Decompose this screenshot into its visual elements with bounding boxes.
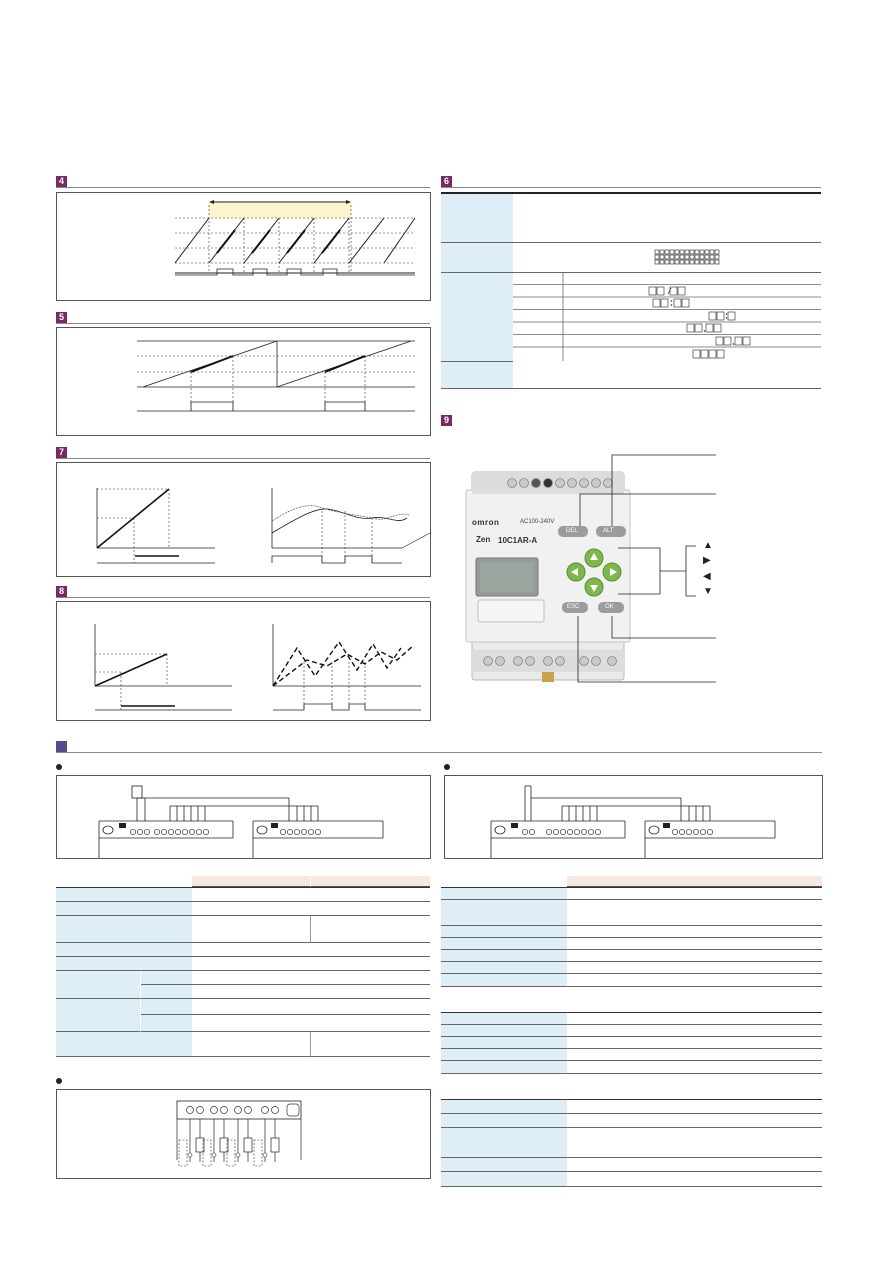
output-pulse	[272, 556, 402, 563]
row-value	[567, 962, 822, 974]
section-5-diagram-box	[56, 327, 431, 436]
section-5-timing-chart	[57, 328, 430, 435]
section-4-badge: 4	[56, 176, 67, 187]
row-label	[441, 1025, 567, 1037]
right-arrow-icon: ▶	[703, 555, 711, 566]
section-7-diagram-box	[56, 462, 431, 577]
wiring-ac-drawing	[57, 776, 430, 858]
row-value	[567, 1100, 822, 1114]
row-value	[192, 1032, 311, 1057]
row-value	[311, 1032, 430, 1057]
digit-box	[717, 350, 724, 358]
row-label	[441, 1100, 567, 1114]
wiring-diagram-dc	[444, 775, 823, 859]
bullet-right-1	[444, 764, 450, 770]
row-label	[56, 957, 192, 971]
row-label-group	[56, 999, 141, 1032]
device-body	[462, 464, 634, 686]
zen-logo: Zen	[476, 535, 491, 544]
digit-box	[657, 287, 664, 295]
digit-box	[674, 299, 681, 307]
section-8-badge: 8	[56, 586, 67, 597]
brand-label: omron	[472, 518, 500, 527]
row-value	[192, 957, 430, 971]
row-label-3	[441, 273, 513, 362]
row-label	[441, 1114, 567, 1128]
bottom-section-badge	[56, 741, 67, 752]
digit-box	[709, 312, 716, 320]
wiring-diagram-ac	[56, 775, 431, 859]
row-value	[567, 1114, 822, 1128]
digit-box	[649, 287, 656, 295]
section-4-header	[56, 176, 430, 188]
row-value	[567, 900, 822, 926]
row-label	[441, 974, 567, 987]
row-label	[441, 1172, 567, 1187]
section-9-badge: 9	[441, 415, 452, 426]
digit-box	[653, 299, 660, 307]
row-sublabel	[141, 999, 192, 1015]
row-label	[441, 962, 567, 974]
section-4-timing-chart	[57, 193, 430, 300]
row-value	[192, 916, 311, 943]
digit-box	[743, 337, 750, 345]
row-value	[311, 916, 430, 943]
row-label	[56, 943, 192, 957]
digit-box	[716, 337, 723, 345]
row-value-1	[513, 194, 821, 243]
digit-box	[678, 287, 685, 295]
row-value	[567, 974, 822, 987]
row-label	[441, 900, 567, 926]
voltage-label: AC100-240V	[520, 519, 555, 525]
del-button[interactable]: DEL	[566, 528, 578, 534]
digit-box	[717, 312, 724, 320]
ramp-bold	[322, 230, 340, 253]
row-value	[567, 1061, 822, 1074]
row-value	[567, 938, 822, 950]
section-4-diagram-box	[56, 192, 431, 301]
row-value	[192, 985, 430, 999]
highlight-band	[209, 201, 351, 218]
row-sublabel	[141, 1015, 192, 1032]
output-pulse	[325, 402, 365, 411]
row-label-2	[441, 243, 513, 273]
row-label-4	[441, 362, 513, 389]
section-8-right-chart	[57, 602, 430, 720]
row-value	[192, 888, 430, 902]
digit-box	[706, 324, 713, 332]
row-value	[192, 943, 430, 957]
digit-box	[682, 299, 689, 307]
table-head-col-2	[311, 876, 430, 887]
row-value-2	[513, 243, 821, 273]
output-wiring-drawing	[57, 1090, 430, 1178]
row-value	[567, 1013, 822, 1025]
sub-rows-3	[513, 273, 821, 361]
row-value	[192, 999, 430, 1015]
digit-box	[687, 324, 694, 332]
section-5-header	[56, 312, 430, 324]
section-7-right-chart	[57, 463, 430, 576]
down-arrow-icon: ▼	[703, 586, 713, 597]
digit-box	[735, 337, 742, 345]
ramp-line	[384, 218, 415, 263]
digit-box	[695, 324, 702, 332]
callout-arrows-bracket	[686, 546, 696, 596]
ramp-bold	[252, 230, 270, 253]
spec-table-left	[56, 876, 430, 1056]
output-pulse	[191, 402, 233, 411]
row-label	[441, 1013, 567, 1025]
section-7-badge: 7	[56, 447, 67, 458]
format-sub-rows	[513, 273, 821, 361]
section-8-diagram-box	[56, 601, 431, 721]
pointer-line	[402, 533, 430, 548]
row-value	[567, 1172, 822, 1187]
row-label	[441, 1037, 567, 1049]
output-wiring-box	[56, 1089, 431, 1179]
left-arrow-icon: ◀	[703, 571, 711, 582]
sawtooth-b	[273, 646, 413, 686]
row-label	[441, 1128, 567, 1158]
bullet-left-1	[56, 764, 62, 770]
table-head-col	[567, 876, 822, 887]
spec-table-right-3	[441, 1099, 822, 1189]
up-arrow-icon: ▲	[703, 540, 713, 551]
input-curve-a	[272, 509, 407, 533]
device-photo	[462, 464, 634, 686]
section-7-header	[56, 447, 430, 459]
digit-box	[693, 350, 700, 358]
digit-box	[661, 299, 668, 307]
row-label	[441, 1158, 567, 1172]
bullet-left-2	[56, 1078, 62, 1084]
esc-button[interactable]: ESC	[567, 604, 580, 610]
row-value	[567, 1128, 822, 1158]
alt-button[interactable]: ALT	[603, 528, 614, 534]
digit-box	[701, 350, 708, 358]
ramp-bold	[325, 356, 365, 372]
row-label	[441, 1061, 567, 1074]
row-value	[567, 926, 822, 938]
row-label	[56, 916, 192, 943]
row-value	[567, 888, 822, 900]
row-label	[56, 1032, 192, 1057]
row-value	[567, 1049, 822, 1061]
digit-box	[724, 337, 731, 345]
output-pulse	[273, 704, 421, 710]
row-label-group	[56, 971, 141, 999]
sawtooth-a	[273, 642, 401, 686]
ok-button[interactable]: OK	[605, 604, 614, 610]
row-value	[567, 1158, 822, 1172]
row-label	[56, 888, 192, 902]
wiring-dc-drawing	[445, 776, 822, 858]
row-value	[192, 1015, 430, 1032]
row-label	[441, 1049, 567, 1061]
row-value	[567, 1037, 822, 1049]
row-value	[192, 902, 430, 916]
section-6-badge: 6	[441, 176, 452, 187]
ramp-bold	[217, 230, 235, 253]
ramp-bold	[287, 230, 305, 253]
section-8-header	[56, 586, 430, 598]
row-sublabel	[141, 985, 192, 999]
row-value	[192, 971, 430, 985]
table-head-col-1	[192, 876, 311, 887]
dot-matrix-icon	[655, 250, 725, 266]
digit-box	[709, 350, 716, 358]
row-value-4	[513, 362, 821, 389]
section-6-table	[441, 192, 821, 389]
row-label	[441, 888, 567, 900]
digit-box	[714, 324, 721, 332]
digit-box	[728, 312, 735, 320]
section-5-badge: 5	[56, 312, 67, 323]
spec-table-right-2	[441, 1012, 822, 1077]
ramp-line	[175, 218, 209, 263]
row-label	[441, 950, 567, 962]
output-pulse-train	[175, 269, 415, 275]
row-value	[567, 950, 822, 962]
row-value	[567, 1025, 822, 1037]
bottom-section-header	[56, 741, 822, 753]
row-sublabel	[141, 971, 192, 985]
row-label	[441, 938, 567, 950]
row-label	[56, 902, 192, 916]
ramp-bold	[191, 356, 233, 372]
row-label	[441, 926, 567, 938]
spec-table-right-1	[441, 876, 822, 988]
row-label-1	[441, 194, 513, 243]
ramp-line	[349, 218, 384, 263]
section-9-header	[441, 415, 453, 426]
model-label: 10C1AR-A	[498, 536, 538, 545]
section-6-header	[441, 176, 821, 188]
